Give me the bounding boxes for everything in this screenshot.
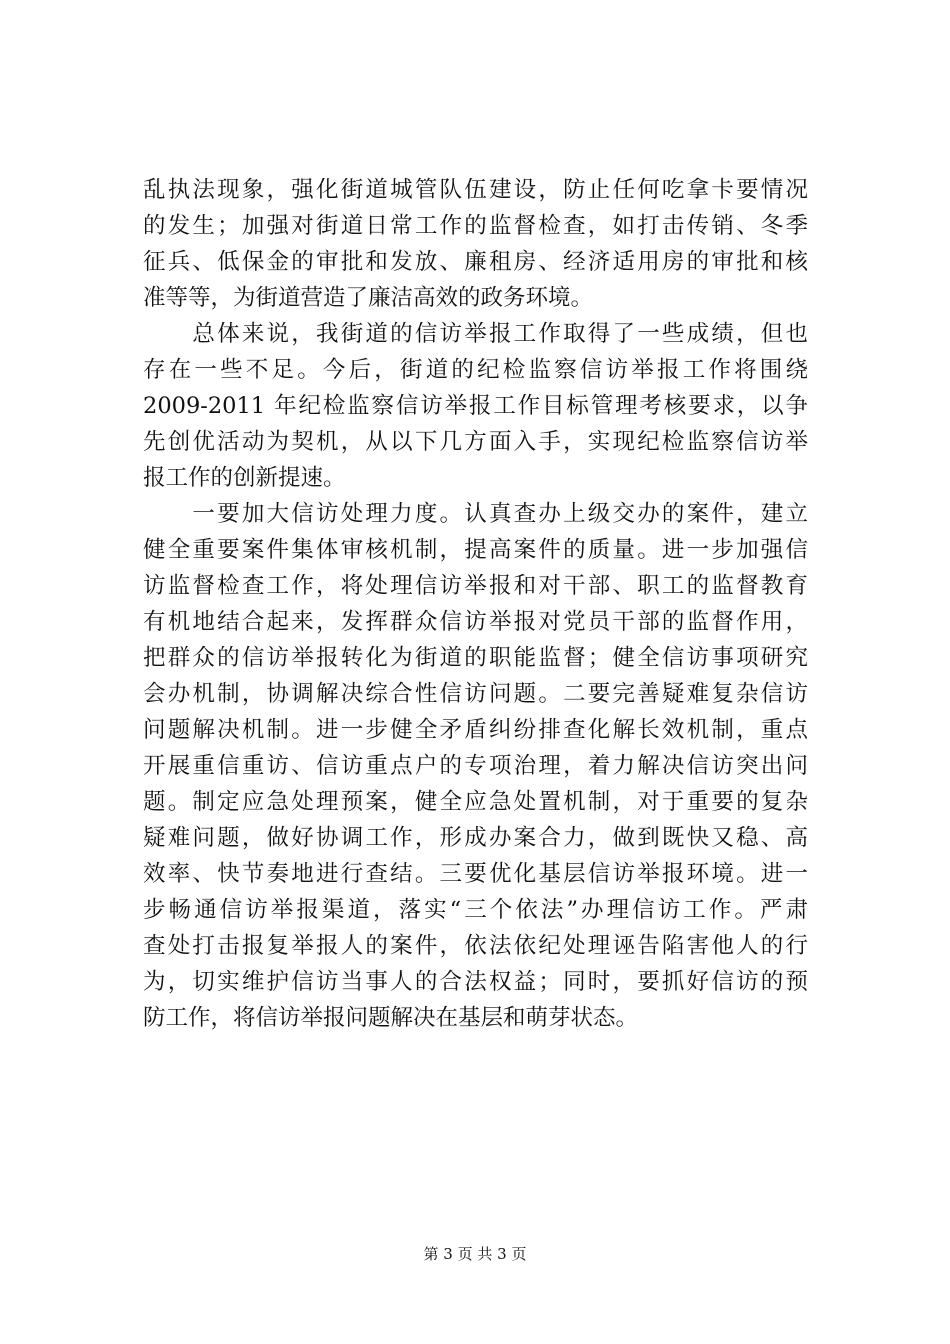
text-line: 题。制定应急处理预案，健全应急处置机制，对于重要的复杂: [143, 789, 808, 815]
text-line: 把群众的信访举报转化为街道的职能监督；健全信访事项研究: [143, 645, 808, 671]
text-line: 的发生；加强对街道日常工作的监督检查，如打击传销、冬季: [143, 213, 808, 239]
text-line: 疑难问题，做好协调工作，形成办案合力，做到既快又稳、高: [143, 825, 808, 851]
page-footer: 第 3 页 共 3 页: [423, 1245, 527, 1263]
body-text: [143, 172, 808, 1036]
text-line: 征兵、低保金的审批和发放、廉租房、经济适用房的审批和核: [143, 249, 808, 275]
text-line: 有机地结合起来，发挥群众信访举报对党员干部的监督作用，: [143, 609, 808, 635]
text-line: 查处打击报复举报人的案件，依法依纪处理诬告陷害他人的行: [143, 933, 808, 959]
text-line: 开展重信重访、信访重点户的专项治理，着力解决信访突出问: [143, 753, 808, 779]
text-line: 存在一些不足。今后，街道的纪检监察信访举报工作将围绕: [143, 357, 808, 383]
text-line: 步畅通信访举报渠道，落实“三个依法”办理信访工作。严肃: [143, 897, 808, 923]
text-line: 为，切实维护信访当事人的合法权益；同时，要抓好信访的预: [143, 969, 808, 995]
text-line: 会办机制，协调解决综合性信访问题。二要完善疑难复杂信访: [143, 681, 808, 707]
text-line: 2009-2011 年纪检监察信访举报工作目标管理考核要求，以争: [143, 393, 808, 419]
text-line: 问题解决机制。进一步健全矛盾纠纷排查化解长效机制，重点: [143, 717, 808, 743]
text-line: 健全重要案件集体审核机制，提高案件的质量。进一步加强信: [143, 537, 808, 563]
text-line: 报工作的创新提速。: [143, 465, 346, 491]
text-line: 防工作，将信访举报问题解决在基层和萌芽状态。: [143, 1005, 639, 1031]
text-line: 乱执法现象，强化街道城管队伍建设，防止任何吃拿卡要情况: [143, 177, 808, 203]
text-line: 准等等，为街道营造了廉洁高效的政务环境。: [143, 285, 594, 311]
text-line: 先创优活动为契机，从以下几方面入手，实现纪检监察信访举: [143, 429, 808, 455]
text-line: 总体来说，我街道的信访举报工作取得了一些成绩，但也: [143, 321, 808, 347]
text-line: 效率、快节奏地进行查结。三要优化基层信访举报环境。进一: [143, 861, 808, 887]
text-line: 访监督检查工作，将处理信访举报和对干部、职工的监督教育: [143, 573, 808, 599]
text-line: 一要加大信访处理力度。认真查办上级交办的案件，建立: [143, 501, 808, 527]
